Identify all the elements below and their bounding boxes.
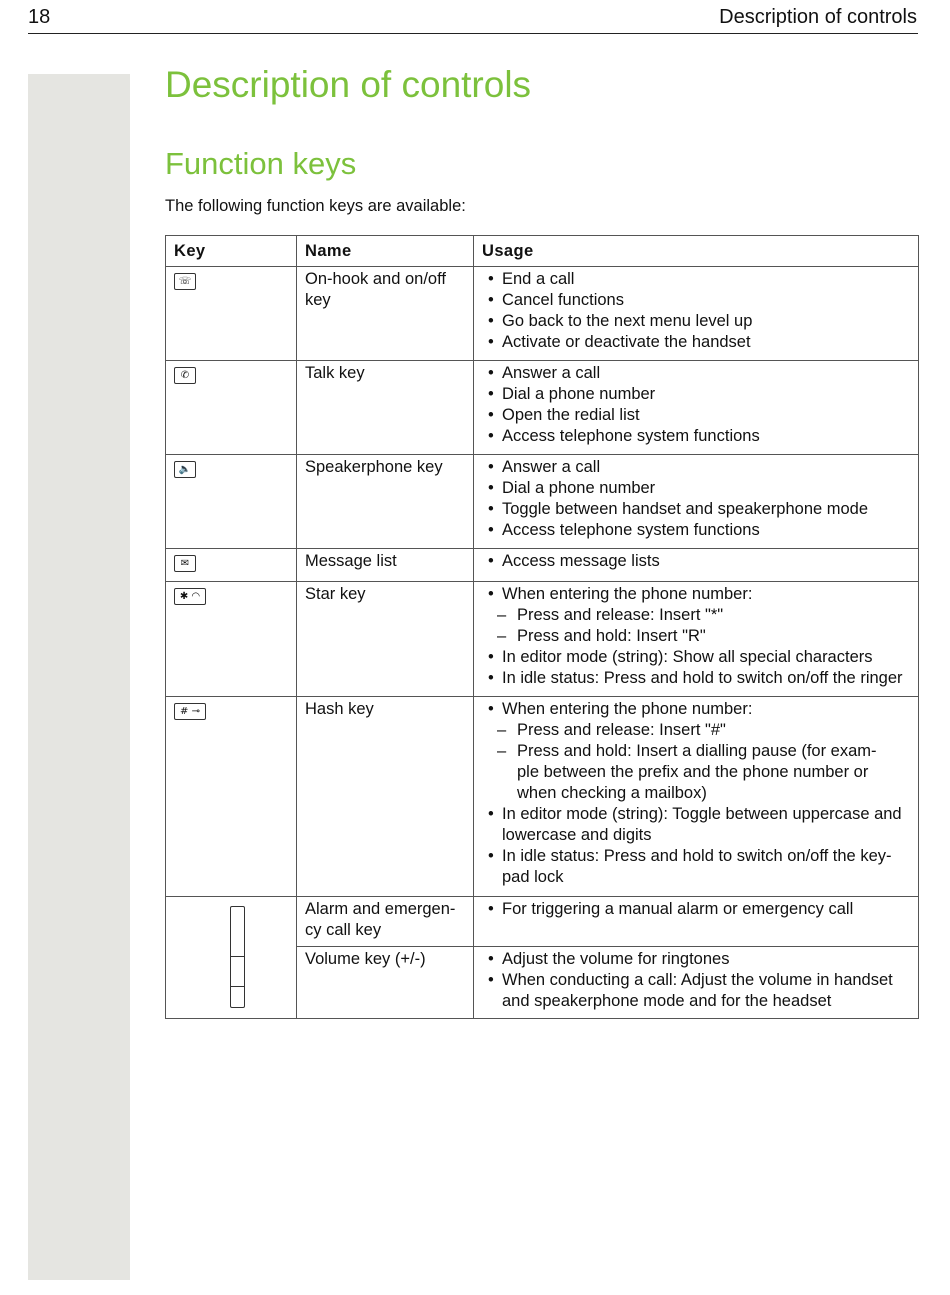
running-header: Description of controls <box>719 6 917 28</box>
usage-cell <box>474 582 919 697</box>
column-header: Name <box>297 236 474 267</box>
key-cell <box>166 897 297 1019</box>
table-row <box>166 267 919 361</box>
key-name: On-hook and on/off key <box>297 267 474 361</box>
star-key-icon: ✱ ◠ <box>174 588 206 605</box>
table-row <box>166 582 919 697</box>
key-cell <box>166 267 297 361</box>
on-hook-icon: ☏ <box>174 273 196 290</box>
sub-list-item: – Press and release: Insert "*" <box>482 605 890 626</box>
function-keys-table <box>165 235 919 1019</box>
list-item: • Open the redial list <box>482 405 910 426</box>
key-cell <box>166 582 297 697</box>
sub-list-item: – Press and release: Insert "#" <box>482 720 890 741</box>
list-item: • In idle status: Press and hold to switch on/off the key-pad lock <box>482 846 910 888</box>
list-item: • Access message lists <box>482 551 910 572</box>
key-cell <box>166 455 297 549</box>
sub-list <box>502 605 910 647</box>
usage-cell <box>474 361 919 455</box>
table-row <box>166 897 919 947</box>
list-item: • End a call <box>482 269 910 290</box>
talk-icon: ✆ <box>174 367 196 384</box>
list-item: • Access telephone system functions <box>482 520 910 541</box>
usage-cell <box>474 549 919 582</box>
list-item: • Adjust the volume for ringtones <box>482 949 910 970</box>
list-item: • Dial a phone number <box>482 384 910 405</box>
intro-text: The following function keys are available: <box>165 197 466 215</box>
header-rule <box>28 33 918 34</box>
key-name: Volume key (+/-) <box>297 947 474 1019</box>
sub-list <box>502 720 910 804</box>
list-item-text: When entering the phone number: <box>502 700 753 718</box>
usage-list <box>482 584 910 689</box>
table-row <box>166 361 919 455</box>
page-title: Description of controls <box>165 64 532 105</box>
list-item: • In editor mode (string): Toggle between uppercase and lowercase and digits <box>482 804 910 846</box>
list-item: • Cancel functions <box>482 290 910 311</box>
hash-key-icon: # ⊸ <box>174 703 206 720</box>
key-name: Alarm and emergen-cy call key <box>297 897 474 947</box>
usage-list <box>482 949 910 1012</box>
section-title: Function keys <box>165 146 357 181</box>
list-item: • Dial a phone number <box>482 478 910 499</box>
list-item: • In editor mode (string): Show all special characters <box>482 647 910 668</box>
sub-list-item: – Press and hold: Insert a dialling pause (for exam-ple between the prefix and the phone number or when checking a mailbox) <box>482 741 890 804</box>
usage-cell <box>474 897 919 947</box>
usage-list <box>482 899 910 920</box>
sub-list-item: – Press and hold: Insert "R" <box>482 626 890 647</box>
table-row <box>166 697 919 897</box>
usage-list <box>482 457 910 541</box>
key-name: Talk key <box>297 361 474 455</box>
list-item: • For triggering a manual alarm or emergency call <box>482 899 910 920</box>
table-row <box>166 455 919 549</box>
usage-list <box>482 269 910 353</box>
usage-list <box>482 363 910 447</box>
table-row <box>166 549 919 582</box>
list-item <box>482 584 910 647</box>
column-header: Key <box>166 236 297 267</box>
key-cell <box>166 361 297 455</box>
key-name: Message list <box>297 549 474 582</box>
list-item: • Answer a call <box>482 457 910 478</box>
list-item <box>482 699 910 804</box>
usage-list <box>482 551 910 572</box>
usage-cell <box>474 697 919 897</box>
list-item: • In idle status: Press and hold to switch on/off the ringer <box>482 668 910 689</box>
column-header: Usage <box>474 236 919 267</box>
side-keys-icon <box>230 906 245 1008</box>
usage-cell <box>474 267 919 361</box>
page-number: 18 <box>28 6 51 28</box>
table-header-row <box>166 236 919 267</box>
usage-list <box>482 699 910 888</box>
speaker-icon: 🔈 <box>174 461 196 478</box>
key-name: Star key <box>297 582 474 697</box>
usage-cell <box>474 455 919 549</box>
list-item: • Toggle between handset and speakerphone mode <box>482 499 910 520</box>
side-band <box>28 74 130 1280</box>
usage-cell <box>474 947 919 1019</box>
list-item-text: When entering the phone number: <box>502 585 753 603</box>
key-cell <box>166 549 297 582</box>
list-item: • Access telephone system functions <box>482 426 910 447</box>
list-item: • Answer a call <box>482 363 910 384</box>
list-item: • Activate or deactivate the handset <box>482 332 910 353</box>
key-name: Speakerphone key <box>297 455 474 549</box>
message-icon: ✉ <box>174 555 196 572</box>
key-name: Hash key <box>297 697 474 897</box>
list-item: • When conducting a call: Adjust the volume in handset and speakerphone mode and for the headset <box>482 970 910 1012</box>
key-cell <box>166 697 297 897</box>
list-item: • Go back to the next menu level up <box>482 311 910 332</box>
